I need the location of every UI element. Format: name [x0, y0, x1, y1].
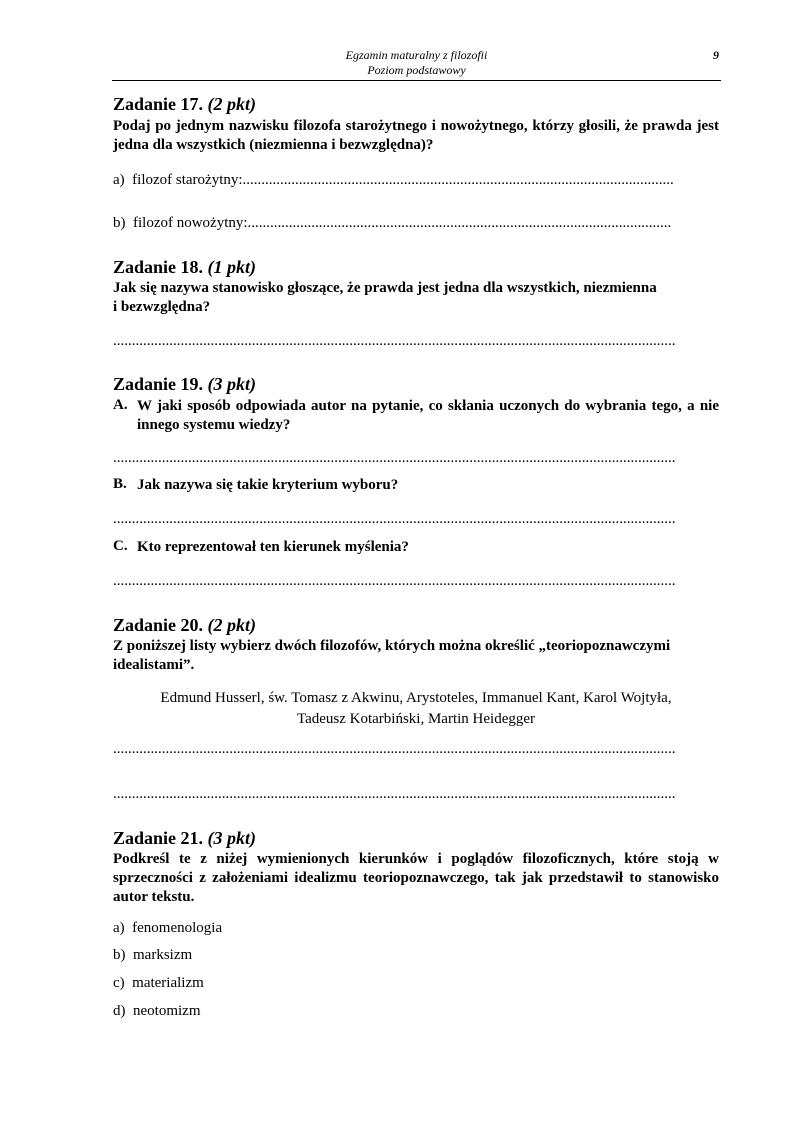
- task-19-a-label: A.: [113, 397, 128, 413]
- task-21-option-d[interactable]: d) neotomizm: [113, 1003, 201, 1019]
- task-21-points: (3 pkt): [207, 828, 257, 848]
- task-21-option-c[interactable]: c) materializm: [113, 975, 204, 991]
- task-19-c-question: Kto reprezentował ten kierunek myślenia?: [137, 539, 409, 555]
- page-number: 9: [713, 48, 719, 62]
- task-19-b-question: Jak nazywa się takie kryterium wyboru?: [137, 477, 399, 493]
- task-20-label: Zadanie 20.: [113, 615, 204, 635]
- task-20-philosopher-list: [113, 688, 719, 730]
- task-21-label: Zadanie 21.: [113, 828, 204, 848]
- task-17-answer-a[interactable]: a) filozof starożytny:...................................................................................................................: [113, 172, 674, 188]
- task-21-option-a[interactable]: a) fenomenologia: [113, 920, 223, 936]
- task-19-b-answer-line[interactable]: ......................................................................................................................................................: [113, 511, 676, 527]
- task-17-question: Podaj po jednym nazwisku filozofa starożytnego i nowożytnego, którzy głosili, że prawda jest jedna dla wszystkich (niezmienna i bezwzględna)?: [113, 118, 719, 153]
- task-20-answer-line-1[interactable]: ......................................................................................................................................................: [113, 741, 676, 757]
- task-19-c-label: C.: [113, 538, 128, 554]
- task-18-points: (1 pkt): [207, 257, 257, 277]
- task-19-c-answer-line[interactable]: ......................................................................................................................................................: [113, 573, 676, 589]
- task-17-title: [113, 94, 256, 115]
- task-18-question-line2: i bezwzględna?: [113, 299, 211, 315]
- task-19-title: [113, 374, 256, 395]
- task-20-title: [113, 615, 256, 636]
- task-18-title: [113, 257, 256, 278]
- task-20-question: Z poniższej listy wybierz dwóch filozofów, których można określić „teoriopoznawczymi idealistami”.: [113, 638, 671, 673]
- header-exam-title: Egzamin maturalny z filozofii: [345, 48, 488, 62]
- task-19-label: Zadanie 19.: [113, 374, 204, 394]
- task-21-option-b[interactable]: b) marksizm: [113, 947, 193, 963]
- task-19-a-question: W jaki sposób odpowiada autor na pytanie, co skłania uczonych do wybrania tego, a nie innego systemu wiedzy?: [137, 398, 719, 433]
- task-17-answer-b[interactable]: b) filozof nowożytny:.................................................................................................................: [113, 215, 672, 231]
- task-20-answer-line-2[interactable]: ......................................................................................................................................................: [113, 786, 676, 802]
- task-18-question-line1: Jak się nazywa stanowisko głoszące, że prawda jest jedna dla wszystkich, niezmienna: [113, 280, 657, 296]
- task-21-title: [113, 828, 256, 849]
- task-20-list-line1: Edmund Husserl, św. Tomasz z Akwinu, Arystoteles, Immanuel Kant, Karol Wojtyła,: [160, 690, 672, 706]
- task-17-points: (2 pkt): [207, 94, 257, 114]
- task-18-answer-line[interactable]: ......................................................................................................................................................: [113, 333, 676, 349]
- header-level: Poziom podstawowy: [367, 63, 466, 77]
- task-20-list-line2: Tadeusz Kotarbiński, Martin Heidegger: [296, 711, 536, 727]
- page-header: [112, 46, 721, 81]
- task-19-points: (3 pkt): [207, 374, 257, 394]
- task-20-points: (2 pkt): [207, 615, 257, 635]
- task-21-question: Podkreśl te z niżej wymienionych kierunków i poglądów filozoficznych, które stoją w sprzeczności z założeniami idealizmu teoriopoznawczego, tak jak przedstawił to stanowisko autor tekstu.: [113, 851, 719, 905]
- task-19-a-answer-line[interactable]: ......................................................................................................................................................: [113, 450, 676, 466]
- task-18-label: Zadanie 18.: [113, 257, 204, 277]
- task-17-label: Zadanie 17.: [113, 94, 204, 114]
- task-19-b-label: B.: [113, 476, 127, 492]
